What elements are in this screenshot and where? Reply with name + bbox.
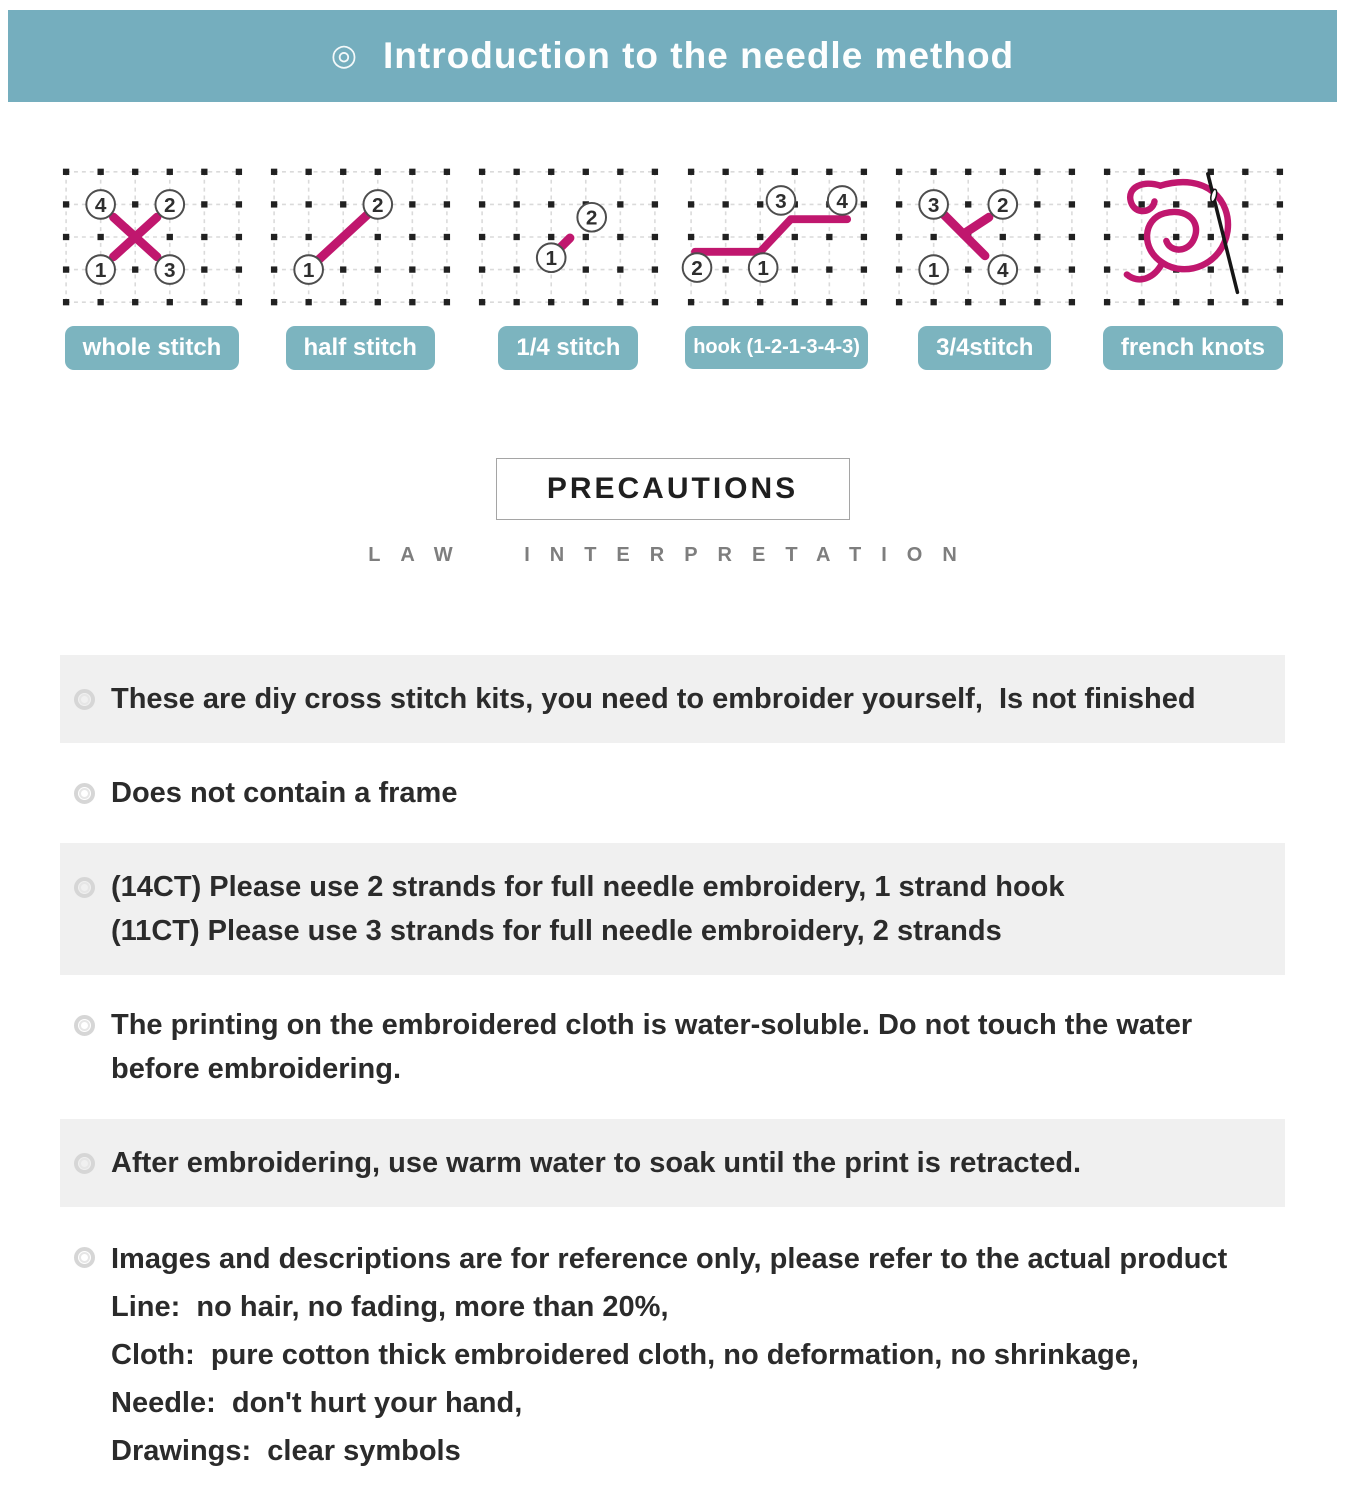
precaution-item [60,765,1285,821]
precaution-line: The printing on the embroidered cloth is water-soluble. Do not touch the water [111,1009,1193,1041]
precaution-item [60,1119,1285,1207]
double-circle-icon: ◎ [330,39,358,72]
stitch-grid-diagram [1091,158,1295,316]
stitch-grid-diagram [50,158,254,316]
precaution-line: Needle: don't hurt your hand, [111,1387,523,1419]
stitch-column [50,158,254,370]
stitch-column [466,158,670,370]
stitch-step-number: 4 [835,189,848,213]
precaution-line: (11CT) Please use 3 strands for full needle embroidery, 2 strands [111,915,1002,947]
header-banner [8,10,1337,102]
precaution-line: before embroidering. [111,1053,402,1085]
precaution-line: Does not contain a frame [111,777,458,809]
precaution-text [111,1235,1271,1475]
stitch-label: half stitch [286,326,435,370]
precaution-line: (14CT) Please use 2 strands for full needle embroidery, 1 strand hook [111,871,1065,903]
precaution-line: Cloth: pure cotton thick embroidered cloth, no deformation, no shrinkage, [111,1339,1139,1371]
stitch-grid-diagram [883,158,1087,316]
precautions-subtitle: LAW INTERPRETATION [368,544,977,566]
stitch-column [258,158,462,370]
precaution-item [60,843,1285,975]
stitch-step-number: 3 [774,189,787,213]
precaution-line: Images and descriptions are for reference only, please refer to the actual product [111,1243,1228,1275]
stitch-step-number: 3 [164,258,176,282]
precaution-text [111,771,1271,815]
ring-bullet-icon [74,1153,95,1174]
stitch-step-number: 2 [690,257,703,281]
stitch-label: 1/4 stitch [498,326,638,370]
stitch-label: 3/4stitch [918,326,1051,370]
page-title: Introduction to the needle method [383,35,1015,76]
ring-bullet-icon [74,1015,95,1036]
precaution-line: Line: no hair, no fading, more than 20%, [111,1291,669,1323]
stitch-grid-diagram [675,158,879,316]
stitch-step-number: 4 [996,258,1009,282]
stitch-step-number: 1 [303,258,315,282]
stitch-step-number: 1 [545,247,558,271]
precaution-line: These are diy cross stitch kits, you need to embroider yourself, Is not finished [111,683,1196,715]
stitch-label: hook (1-2-1-3-4-3) [685,326,868,369]
precaution-text [111,865,1271,953]
precautions-title: PRECAUTIONS [546,472,799,505]
stitch-step-number: 3 [927,193,940,217]
precaution-text [111,1003,1271,1091]
stitch-step-number: 2 [996,193,1009,217]
ring-bullet-icon [74,877,95,898]
stitch-diagrams-row [0,158,1345,370]
precautions-title-box [496,458,850,520]
stitch-grid-diagram [258,158,462,316]
precautions-list [60,655,1285,1481]
precaution-line: After embroidering, use warm water to soak until the print is retracted. [111,1147,1082,1179]
precautions-section [0,458,1345,1481]
stitch-column [883,158,1087,370]
stitch-step-number: 2 [164,193,176,217]
needle-method-infographic [0,10,1345,1481]
precaution-text [111,677,1271,721]
precaution-text [111,1141,1271,1185]
stitch-step-number: 1 [756,257,769,281]
precaution-item [60,997,1285,1097]
ring-bullet-icon [74,783,95,804]
stitch-grid-diagram [466,158,670,316]
precaution-item [60,655,1285,743]
stitch-label: french knots [1103,326,1283,370]
stitch-step-number: 1 [927,258,940,282]
stitch-step-number: 2 [586,206,598,230]
stitch-column [1091,158,1295,370]
stitch-column [675,158,879,370]
stitch-step-number: 2 [372,193,384,217]
precaution-item [60,1229,1285,1481]
stitch-label: whole stitch [65,326,240,370]
stitch-step-number: 4 [94,193,107,217]
stitch-step-number: 1 [94,258,107,282]
ring-bullet-icon [74,689,95,710]
precaution-line: Drawings: clear symbols [111,1435,461,1467]
ring-bullet-icon [74,1247,95,1268]
